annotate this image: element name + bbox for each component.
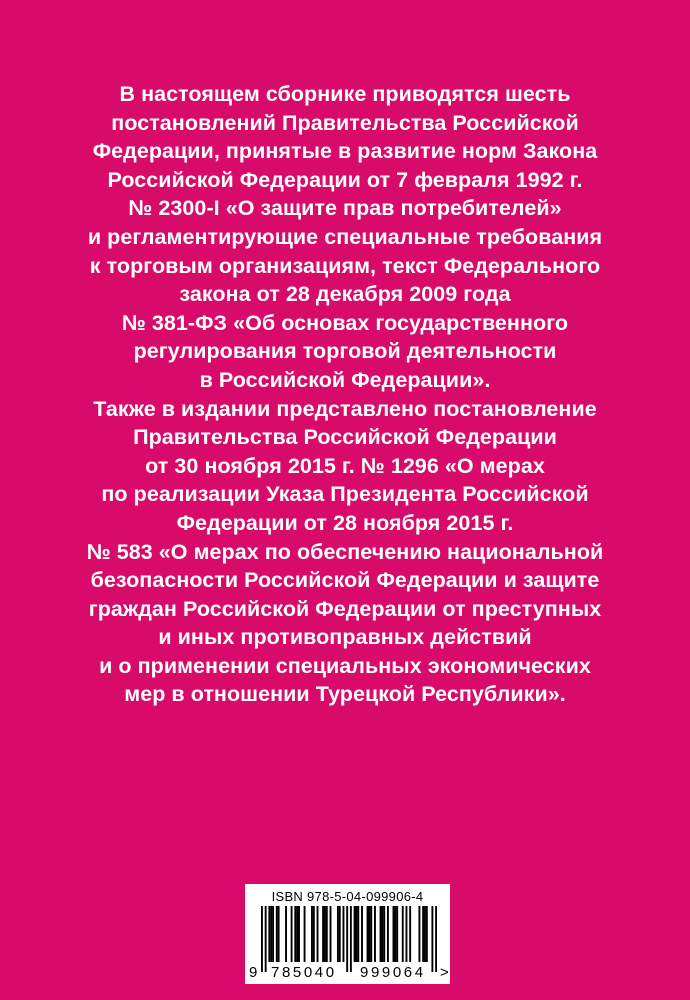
barcode-bar (406, 906, 408, 962)
barcode-bar (370, 906, 372, 962)
annotation-line: в Российской Федерации». (199, 367, 491, 392)
barcode-bar (304, 906, 306, 962)
barcode-bar (387, 906, 389, 962)
barcode-bar (317, 906, 319, 962)
barcode-bar (418, 906, 420, 962)
barcode-bar (350, 906, 352, 972)
barcode-bar (409, 906, 411, 962)
quiet-zone-mark: > (440, 964, 449, 981)
annotation-line: Также в издании представлено постановление (93, 396, 597, 421)
barcode-bar (278, 906, 280, 962)
annotation-line: № 2300-I «О защите прав потребителей» (128, 196, 562, 221)
barcode-bar (402, 906, 404, 962)
barcode-bar (381, 906, 383, 962)
barcode-bar (361, 906, 363, 962)
barcode-bar (435, 906, 437, 972)
barcode-bar (270, 906, 272, 962)
annotation-line: Правительства Российской Федерации (133, 425, 557, 450)
annotation-line: Российской Федерации от 7 февраля 1992 г. (107, 167, 583, 192)
barcode-bar (396, 906, 398, 962)
barcode-bar (368, 906, 370, 962)
barcode-bar (367, 906, 369, 962)
annotation-line: от 30 ноября 2015 г. № 1296 «О мерах (145, 453, 545, 478)
annotation-text (40, 80, 650, 709)
barcode-bar (296, 906, 298, 962)
barcode-bar (426, 906, 428, 962)
annotation-line: и о применении специальных экономических (99, 653, 591, 678)
barcode-bar (431, 906, 433, 972)
barcode-bar (313, 906, 315, 962)
annotation-line: постановлений Правительства Российской (111, 110, 579, 135)
ean-right-digits: 999064 (360, 964, 426, 981)
annotation-line: закона от 28 декабря 2009 года (179, 282, 511, 307)
annotation-line: Федерации от 28 ноября 2015 г. (176, 510, 514, 535)
barcode-bar (354, 906, 356, 962)
ean-left-digits: 785040 (271, 964, 337, 981)
barcode-bar (291, 906, 293, 962)
annotation-line: В настоящем сборнике приводятся шесть (119, 82, 571, 106)
annotation-line: и регламентирующие специальные требования (87, 224, 603, 249)
barcode-bar (322, 906, 324, 962)
barcode-bar (346, 906, 348, 972)
annotation-line: безопасности Российской Федерации и защите (90, 568, 600, 593)
barcode-bar (339, 906, 341, 962)
barcode-bar (424, 906, 426, 962)
annotation-line: № 381-ФЗ «Об основах государственного (121, 310, 569, 335)
barcode-bar (422, 906, 424, 962)
annotation-line: по реализации Указа Президента Российской (101, 482, 589, 507)
barcode-bar (285, 906, 287, 962)
isbn-barcode (245, 884, 450, 984)
barcode-bar (272, 906, 274, 962)
barcode-bar (355, 906, 357, 962)
barcode-bar (326, 906, 328, 962)
barcode-bar (330, 906, 332, 962)
ean-digits (249, 964, 449, 982)
annotation-line: Федерации, принятые в развитие норм Закона (92, 139, 598, 164)
barcode-bar (268, 906, 270, 962)
barcode-bar (261, 906, 263, 972)
isbn-label: ISBN 978-5-04-099906-4 (271, 889, 424, 904)
barcode-bar (357, 906, 359, 962)
barcode-bar (337, 906, 339, 962)
annotation-line: регулирования торговой деятельности (133, 339, 557, 364)
barcode-bar (265, 906, 267, 972)
barcode-bar (324, 906, 326, 962)
annotation-line: № 583 «О мерах по обеспечению национальной (86, 539, 604, 564)
barcode-bar (276, 906, 278, 962)
annotation-line: мер в отношении Турецкой Республики». (124, 682, 566, 707)
barcode-bar (393, 906, 395, 962)
ean-first-digit: 9 (249, 964, 258, 981)
barcode-bar (343, 906, 345, 962)
barcode-bars (261, 906, 437, 972)
barcode-bar (394, 906, 396, 962)
barcode-bar (298, 906, 300, 962)
annotation-line: граждан Российской Федерации от преступных (88, 596, 602, 621)
barcode-bar (380, 906, 382, 962)
annotation-line: к торговым организациям, текст Федерального (89, 253, 601, 278)
barcode-bar (383, 906, 385, 962)
barcode-bar (374, 906, 376, 962)
barcode-bar (294, 906, 296, 962)
barcode-bar (311, 906, 313, 962)
annotation-line: и иных противоправных действий (158, 625, 532, 650)
